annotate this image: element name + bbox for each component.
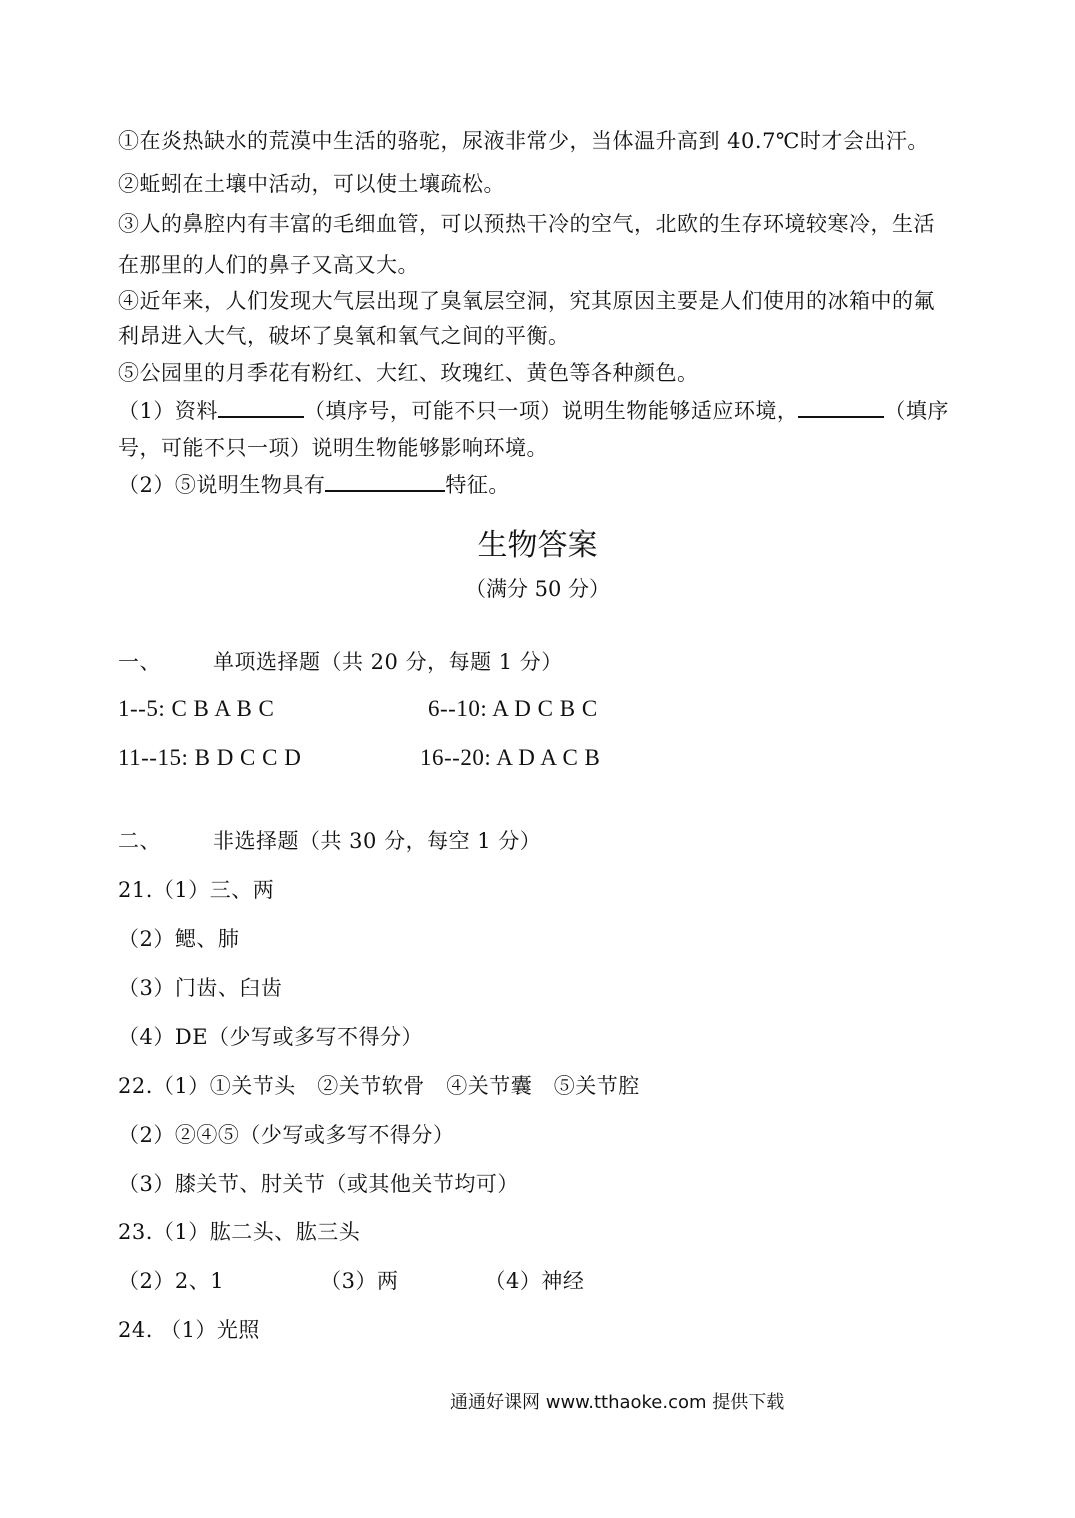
mc-answers-6-10: 6--10: A D C B C (428, 696, 598, 721)
answer-23-2c: （4）神经 (484, 1269, 585, 1293)
material-item-4a: ④近年来，人们发现大气层出现了臭氧层空洞，究其原因主要是人们使用的冰箱中的氟 (118, 289, 935, 313)
section-1-title: 单项选择题（共 20 分，每题 1 分） (213, 650, 563, 674)
answer-21-3: （3）门齿、臼齿 (118, 976, 283, 1000)
mc-answers-16-20: 16--20: A D A C B (420, 745, 601, 770)
answer-blank-2[interactable] (798, 398, 884, 418)
answer-24-1: 24. （1）光照 (118, 1318, 260, 1342)
section-1-number: 一、 (118, 650, 161, 674)
answers-subtitle: （满分 50 分） (464, 577, 611, 601)
answer-blank-1[interactable] (218, 398, 304, 418)
question-2-prefix: （2）⑤说明生物具有 (118, 473, 326, 497)
answer-22-2: （2）②④⑤（少写或多写不得分） (118, 1123, 455, 1147)
mc-answers-11-15: 11--15: B D C C D (118, 745, 302, 770)
question-1-suffix: （填序 (884, 399, 949, 423)
material-item-1: ①在炎热缺水的荒漠中生活的骆驼，尿液非常少，当体温升高到 40.7℃时才会出汗。 (118, 129, 929, 153)
footer-download-note: 通通好课网 www.tthaoke.com 提供下载 (450, 1392, 785, 1413)
question-1-prefix: （1）资料 (118, 399, 218, 423)
question-2-suffix: 特征。 (445, 473, 510, 497)
answer-23-2a: （2）2、1 (118, 1269, 225, 1293)
answer-23-1: 23.（1）肱二头、肱三头 (118, 1220, 361, 1244)
question-1-line-b: 号，可能不只一项）说明生物能够影响环境。 (118, 436, 548, 460)
material-item-2: ②蚯蚓在土壤中活动，可以使土壤疏松。 (118, 172, 505, 196)
section-2-heading (118, 825, 541, 855)
answer-21-2: （2）鳃、肺 (118, 927, 240, 951)
answer-23-2b: （3）两 (320, 1269, 399, 1293)
section-1-heading (118, 646, 563, 676)
material-item-3b: 在那里的人们的鼻子又高又大。 (118, 253, 419, 277)
question-1-mid: （填序号，可能不只一项）说明生物能够适应环境， (303, 399, 799, 423)
material-item-5: ⑤公园里的月季花有粉红、大红、玫瑰红、黄色等各种颜色。 (118, 361, 699, 385)
answer-blank-3[interactable] (325, 472, 445, 492)
answer-21-4: （4）DE（少写或多写不得分） (118, 1025, 424, 1049)
question-1-line-a (118, 395, 949, 425)
material-item-4b: 利昂进入大气，破坏了臭氧和氧气之间的平衡。 (118, 324, 570, 348)
section-2-number: 二、 (118, 829, 161, 853)
answer-21-1: 21.（1）三、两 (118, 878, 275, 902)
answer-22-3: （3）膝关节、肘关节（或其他关节均可） (118, 1172, 519, 1196)
answers-title: 生物答案 (477, 528, 598, 563)
mc-answers-1-5: 1--5: C B A B C (118, 696, 275, 721)
answer-22-1: 22.（1）①关节头 ②关节软骨 ④关节囊 ⑤关节腔 (118, 1074, 640, 1098)
section-2-title: 非选择题（共 30 分，每空 1 分） (213, 829, 542, 853)
answer-23-2 (118, 1265, 584, 1295)
question-2-line (118, 469, 510, 499)
material-item-3a: ③人的鼻腔内有丰富的毛细血管，可以预热干冷的空气，北欧的生存环境较寒冷，生活 (118, 212, 935, 236)
